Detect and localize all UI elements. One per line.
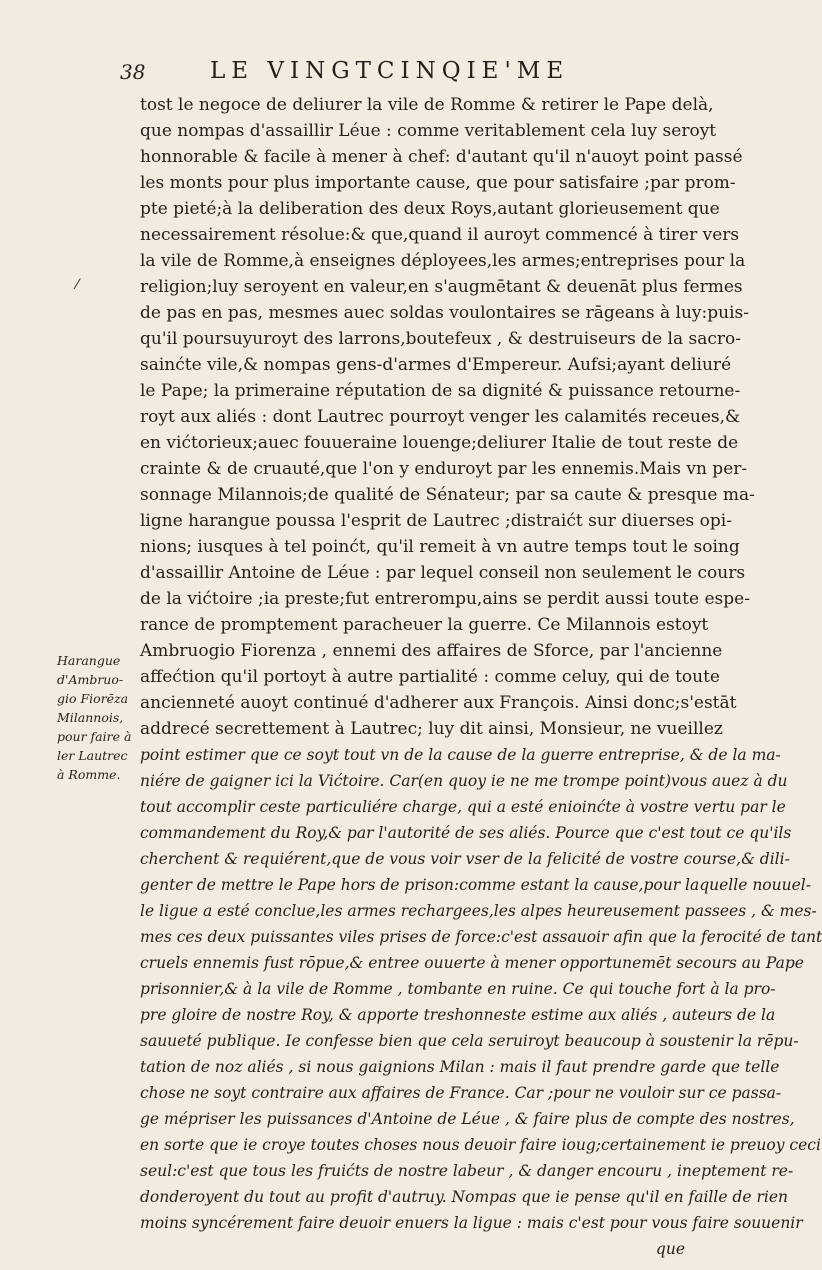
marginal-mark: ⁄ [76,277,79,293]
italic-text-line: prisonnier,& à la vile de Romme , tombante en ruine. Ce qui touche fort à la pro- [140,980,776,998]
text-line: le Pape; la primeraine réputation de sa dignité & puissance retourne- [140,381,741,401]
text-line: tost le negoce de deliurer la vile de Romme & retirer le Pape delà, [140,95,714,115]
italic-text-line: moins syncérement faire deuoir enuers la ligue : mais c'est pour vous faire souuenir [140,1214,803,1232]
italic-text-line: mes ces deux puissantes viles prises de force:c'est assauoir afin que la ferocité de tant [140,928,822,946]
text-line: nions; iusques à tel poinćt, qu'il remeit à vn autre temps tout le soing [140,537,740,557]
text-line: crainte & de cruauté,que l'on y enduroyt par les ennemis.Mais vn per- [140,459,748,479]
text-line: les monts pour plus importante cause, que pour satisfaire ;par prom- [140,173,736,193]
italic-text-line: le ligue a esté conclue,les armes rechargees,les alpes heureusement passees , & mes- [140,902,817,920]
italic-text-line: chose ne soyt contraire aux affaires de France. Car ;pour ne vouloir sur ce passa- [140,1084,782,1102]
italic-text-line: genter de mettre le Pape hors de prison:comme estant la cause,pour laquelle nouuel- [140,876,811,894]
text-line: de pas en pas, mesmes auec soldas voulontaires se rāgeans à luy:puis- [140,303,750,323]
italic-text-line: cherchent & requiérent,que de vous voir vser de la felicité de vostre course,& dili- [140,850,790,868]
italic-text-line: commandement du Roy,& par l'autorité de ses aliés. Pource que c'est tout ce qu'ils [140,824,792,842]
italic-text-line: point estimer que ce soyt tout vn de la cause de la guerre entreprise, & de la ma- [140,746,781,764]
italic-text-line: en sorte que ie croye toutes choses nous deuoir faire ioug;certainement ie preuoy ceci [140,1136,821,1154]
text-line: en vićtorieux;auec fouueraine louenge;deliurer Italie de tout reste de [140,433,739,453]
text-line: religion;luy seroyent en valeur,en s'augmētant & deuenāt plus fermes [140,277,743,297]
body-text [140,92,822,1262]
text-line: la vile de Romme,à enseignes déployees,les armes;entreprises pour la [140,251,746,271]
text-line: pte pieté;à la deliberation des deux Roys,autant glorieusement que [140,199,720,219]
italic-text-line: cruels ennemis fust rōpue,& entree ouuerte à mener opportunemēt secours au Pape [140,954,804,972]
marginal-note-line: d'Ambruo- [57,672,124,687]
italic-text-line: donderoyent du tout au profit d'autruy. Nompas que ie pense qu'il en faille de rien [140,1188,788,1206]
page-header [120,58,680,90]
marginal-note [57,651,139,784]
text-line: necessairement résolue:& que,quand il auroyt commencé à tirer vers [140,225,740,245]
text-line: sonnage Milannois;de qualité de Sénateur; par sa caute & presque ma- [140,485,755,505]
italic-text-line: tout accomplir ceste particuliére charge, qui a esté enioinćte à vostre vertu par le [140,798,786,816]
text-line: qu'il poursuyuroyt des larrons,boutefeux , & destruiseurs de la sacro- [140,329,742,349]
marginal-note-line: ler Lautrec [57,748,128,763]
text-line: Ambruogio Fiorenza , ennemi des affaires de Sforce, par l'ancienne [140,641,723,661]
italic-text-line: pre gloire de nostre Roy, & apporte treshonneste estime aux aliés , auteurs de la [140,1006,776,1024]
italic-text-line: niére de gaigner ici la Vićtoire. Car(en quoy ie ne me trompe point)vous auez à du [140,772,788,790]
page-number: 38 [120,60,146,84]
text-line: rance de promptement paracheuer la guerre. Ce Milannois estoyt [140,615,709,635]
marginal-note-line: Milannois, [57,710,124,725]
catchword: que [655,1240,685,1258]
marginal-note-line: gio Fiorēza [57,691,129,706]
text-line: affećtion qu'il portoyt à autre partialité : comme celuy, qui de toute [140,667,720,687]
text-line: que nompas d'assaillir Léue : comme veritablement cela luy seroyt [140,121,717,141]
marginal-note-line: pour faire à [57,729,132,744]
text-line: ancienneté auoyt continué d'adherer aux François. Ainsi donc;s'estāt [140,693,737,713]
italic-text-line: ge mépriser les puissances d'Antoine de Léue , & faire plus de compte des nostres, [140,1110,795,1128]
marginal-note-line: Harangue [57,653,121,668]
running-head: LE VINGTCINQIE'ME [210,58,570,84]
text-line: ligne harangue poussa l'esprit de Lautrec ;distraićt sur diuerses opi- [140,511,732,531]
text-line: royt aux aliés : dont Lautrec pourroyt venger les calamités receues,& [140,407,741,427]
text-line: sainćte vile,& nompas gens-d'armes d'Empereur. Aufsi;ayant deliuré [140,355,732,375]
text-line: addrecé secrettement à Lautrec; luy dit ainsi, Monsieur, ne vueillez [140,719,723,739]
text-line: honnorable & facile à mener à chef: d'autant qu'il n'auoyt point passé [140,147,743,167]
text-line: d'assaillir Antoine de Léue : par lequel conseil non seulement le cours [140,563,746,583]
italic-text-line: tation de noz aliés , si nous gaignions Milan : mais il faut prendre garde que telle [140,1058,780,1076]
text-line: de la vićtoire ;ia preste;fut entrerompu,ains se perdit aussi toute espe- [140,589,750,609]
italic-text-line: sauueté publique. Ie confesse bien que cela seruiroyt beaucoup à soustenir la rēpu- [140,1032,799,1050]
italic-text-line: seul:c'est que tous les fruićts de nostre labeur , & danger encouru , ineptement re- [140,1162,794,1180]
marginal-note-line: à Romme. [57,767,121,782]
